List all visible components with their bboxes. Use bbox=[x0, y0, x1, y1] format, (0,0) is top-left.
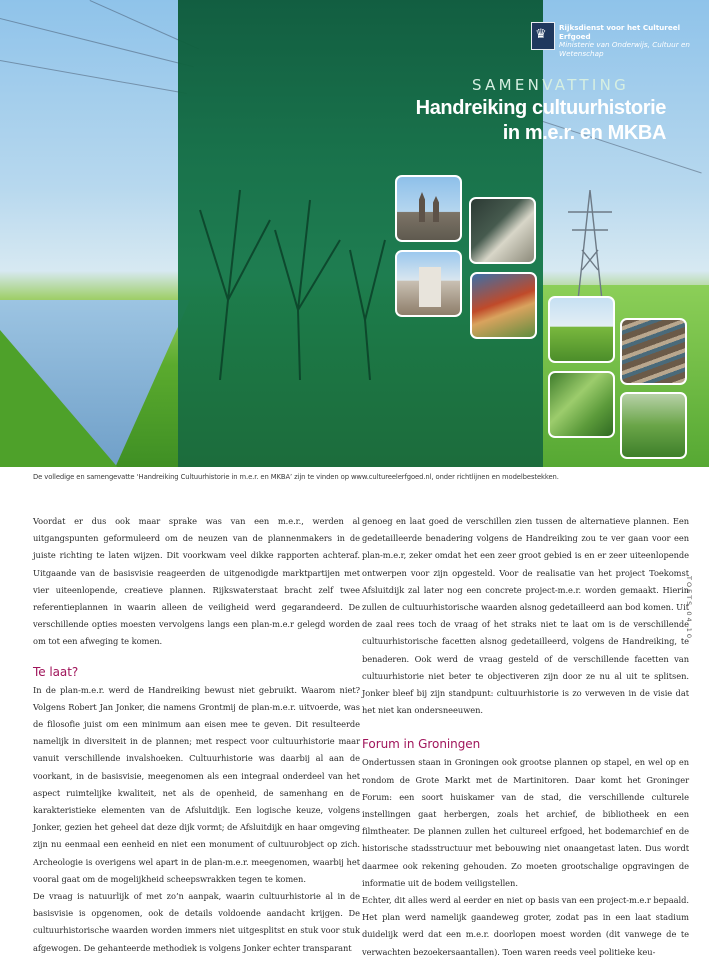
logo-line-2: Ministerie van Onderwijs, Cultuur en bbox=[559, 40, 690, 49]
logo-line-3: Wetenschap bbox=[559, 48, 604, 58]
paragraph: genoeg en laat goed de verschillen zien tussen de alternatieve plannen. Een gedetailleerde benadering volgens de Handreiking zou te ver gaan voor een plan-m.e.r, zeker omdat het een zeer groot gebied is en er zeer uiteenlopende ontwerpen voor zijn opgesteld. Voor de realisatie van het project Toekomst Afsluitdijk zal later nog een concrete project-m.e.r. worden gemaakt. Hierin zullen de cultuurhistorische waarden alsnog gedetailleerd aan bod komen. Uit de zaal rees toch de vraag of het straks niet te laat om is de verschillende cultuurhistorische facetten alsnog gedetailleerd, volgens de Handreiking, te benaderen. Ook werd de vraag gesteld of de verschillende facetten van cultuurhistorie niet beter te objectiveren zijn door ze nu al uit te splitsen. Jonker bleef bij zijn standpunt: cultuurhistorie is zo verweven in de visie dat het niet kan ondersneeuwen. bbox=[362, 516, 689, 716]
paragraph: Ondertussen staan in Groningen ook grootse plannen op stapel, en wel op en rondom de Grote Markt met de Martinitoren. Daar komt het Groninger Forum: een soort huiskamer van de stad, die verschillende culturele instellingen gaat herbergen, zoals het archief, de bibliotheek en een filmtheater. De plannen zullen het cultureel erfgoed, het bodemarchief en de historische stadsstructuur met bebouwing niet onaangetast laten. Dus wordt daarmee ook rekening gehouden. Zo moeten grootschalige opgravingen de informatie uit de bodem veiligstellen. bbox=[362, 757, 689, 888]
church-spire bbox=[419, 192, 425, 222]
left-column bbox=[33, 513, 360, 957]
cover-kicker: SAMENVATTING bbox=[472, 76, 630, 94]
section-heading: Forum in Groningen bbox=[362, 737, 481, 752]
tower-building bbox=[419, 267, 441, 307]
right-column bbox=[362, 513, 689, 961]
logo-line-1: Rijksdienst voor het Cultureel Erfgoed bbox=[559, 23, 681, 41]
power-line bbox=[0, 60, 187, 94]
section-heading: Te laat? bbox=[33, 664, 79, 679]
photo-landscape bbox=[548, 296, 615, 363]
page-marker: TOETS 04 10 bbox=[685, 576, 693, 640]
cover-title-line-2: in m.e.r. en MKBA bbox=[502, 122, 666, 144]
banner-caption: De volledige en samengevatte ‘Handreiking Cultuurhistorie in m.e.r. en MKBA’ zijn te vinden op www.cultureelerfgoed.nl, onder richtlijnen en modelbestekken. bbox=[33, 473, 559, 481]
pylon-icon bbox=[560, 190, 620, 300]
photo-excavation bbox=[620, 318, 687, 385]
photo-aerial-fields bbox=[548, 371, 615, 438]
cover-banner bbox=[0, 0, 709, 467]
church-spire bbox=[433, 196, 439, 222]
photo-street bbox=[470, 272, 537, 339]
photo-aerial-river bbox=[620, 392, 687, 459]
crown-logo-icon: ♛ bbox=[531, 22, 555, 50]
photo-researcher bbox=[469, 197, 536, 264]
paragraph: Echter, dit alles werd al eerder en niet op basis van een project-m.e.r bepaald. Het plan werd namelijk gaandeweg groter, zodat pas in een laat stadium duidelijk werd dat een m.e.r. doorlopen moest worden (dit vanwege de te verwachten bezoekersaantallen). Toen waren reeds veel politieke keu- bbox=[362, 895, 689, 957]
paragraph: Voordat er dus ook maar sprake was van een m.e.r., werden al uitgangspunten geformuleerd om de neuzen van de plannenmakers in de juiste richting te laten wijzen. Dit voorkwam veel dikke rapporten achteraf. Uitgaande van de basisvisie reageerden de uitgenodigde marktpartijen met vier uiteenlopende, creatieve plannen. Rijkswaterstaat bracht zelf twee referentieplannen in waarin alleen de veiligheid werd gegarandeerd. De verschillende opties moesten vervolgens langs een plan-m.e.r gelegd worden om tot een afweging te komen. bbox=[33, 516, 360, 647]
photo-tower bbox=[395, 250, 462, 317]
ministry-logo-text bbox=[559, 24, 709, 58]
willow-trees bbox=[180, 150, 410, 380]
paragraph: De vraag is natuurlijk of met zo’n aanpak, waarin cultuurhistorie al in de basisvisie is opgenomen, ook de details voldoende aandacht krijgen. De cultuurhistorische waarden worden immers niet uitgesplitst en stuk voor stuk afgewogen. De gehanteerde methodiek is volgens Jonker echter transparant bbox=[33, 891, 360, 953]
photo-church bbox=[395, 175, 462, 242]
power-line bbox=[0, 18, 194, 67]
cover-title-line-1: Handreiking cultuurhistorie bbox=[415, 97, 666, 119]
paragraph: In de plan-m.e.r. werd de Handreiking bewust niet gebruikt. Waarom niet? Volgens Robert Jan Jonker, die namens Grontmij de plan-m.e.r. uitvoerde, was de filosofie juist om een minimum aan eisen mee te geven. Dit resulteerde namelijk in diversiteit in de plannen; met respect voor cultuurhistorie maar vanuit verschillende invalshoeken. Cultuurhistorie was daarbij al aan de voorkant, in de basisvisie, meegenomen als een integraal onderdeel van het aspect ruimtelijke kwaliteit, net als de openheid, de samenhang en de karakteristieke elementen van de Afsluitdijk. Een logische keuze, volgens Jonker, gezien het geheel dat deze dijk vormt; de Afsluitdijk en haar omgeving zijn nu eenmaal een eenheid en niet een monument of cultuurobject op zich. Archeologie is overigens wel apart in de plan-m.e.r. meegenomen, waarbij het vooral gaat om de mogelijkheid scheepswrakken tegen te komen. bbox=[33, 684, 360, 884]
